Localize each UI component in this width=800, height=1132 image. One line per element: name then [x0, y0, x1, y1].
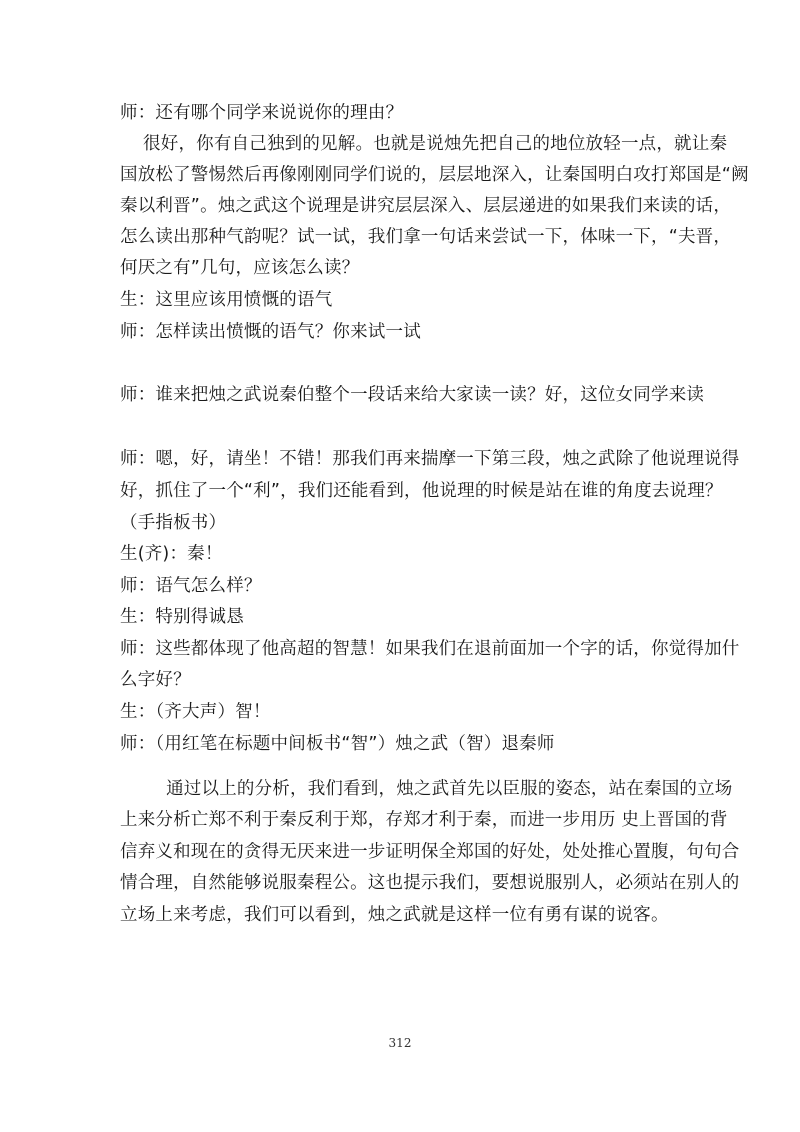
text-line: 怎么读出那种气韵呢？试一试，我们拿一句话来尝试一下，体味一下，“夫晋，: [120, 227, 732, 247]
text-line: 师：这些都体现了他高超的智慧！如果我们在退前面加一个字的话，你觉得加什: [120, 639, 740, 659]
text-line: 师：谁来把烛之武说秦伯整个一段话来给大家读一读？好，这位女同学来读: [120, 385, 705, 405]
text-line: 秦以利晋”。烛之武这个说理是讲究层层深入、层层递进的如果我们来读的话，: [120, 196, 732, 216]
text-line: 何厌之有”几句，应该怎么读？: [120, 258, 360, 278]
text-line: 生：这里应该用愤慨的语气: [120, 290, 333, 310]
text-line: 生：特别得诚恳: [120, 607, 244, 627]
text-line: 国放松了警惕然后再像刚刚同学们说的，层层地深入，让秦国明白攻打郑国是“阙: [120, 165, 749, 185]
page-number: 312: [388, 1036, 412, 1050]
text-line: 生(齐)：秦！: [120, 544, 223, 564]
text-line: 么字好？: [120, 670, 191, 690]
text-line: （手指板书）: [120, 513, 227, 533]
text-line: 师：（用红笔在标题中间板书“智”）烛之武（智）退秦师: [120, 734, 555, 754]
text-line: 好，抓住了一个“利”，我们还能看到，他说理的时候是站在谁的角度去说理？: [120, 481, 723, 501]
text-line: 师：嗯，好，请坐！不错！那我们再来揣摩一下第三段，烛之武除了他说理说得: [120, 449, 740, 469]
text-line: 情合理，自然能够说服秦程公。这也提示我们，要想说服别人，必须站在别人的: [120, 873, 740, 893]
text-line: 生：（齐大声）智！: [120, 702, 271, 722]
text-line: 师：怎样读出愤慨的语气？你来试一试: [120, 322, 421, 342]
text-line: 信弃义和现在的贪得无厌来进一步证明保全郑国的好处，处处推心置腹，句句合: [120, 842, 740, 862]
text-line: 师：语气怎么样？: [120, 576, 262, 596]
text-line: 立场上来考虑，我们可以看到，烛之武就是这样一位有勇有谋的说客。: [120, 905, 669, 925]
text-line: 师：还有哪个同学来说说你的理由？: [120, 103, 404, 123]
text-line: 很好，你有自己独到的见解。也就是说烛先把自己的地位放轻一点，就让秦: [120, 134, 728, 154]
text-line: 上来分析亡郑不利于秦反利于郑，存郑才利于秦，而进一步用历 史上晋国的背: [120, 810, 728, 830]
text-line: 通过以上的分析，我们看到，烛之武首先以臣服的姿态，站在秦国的立场: [120, 779, 733, 799]
